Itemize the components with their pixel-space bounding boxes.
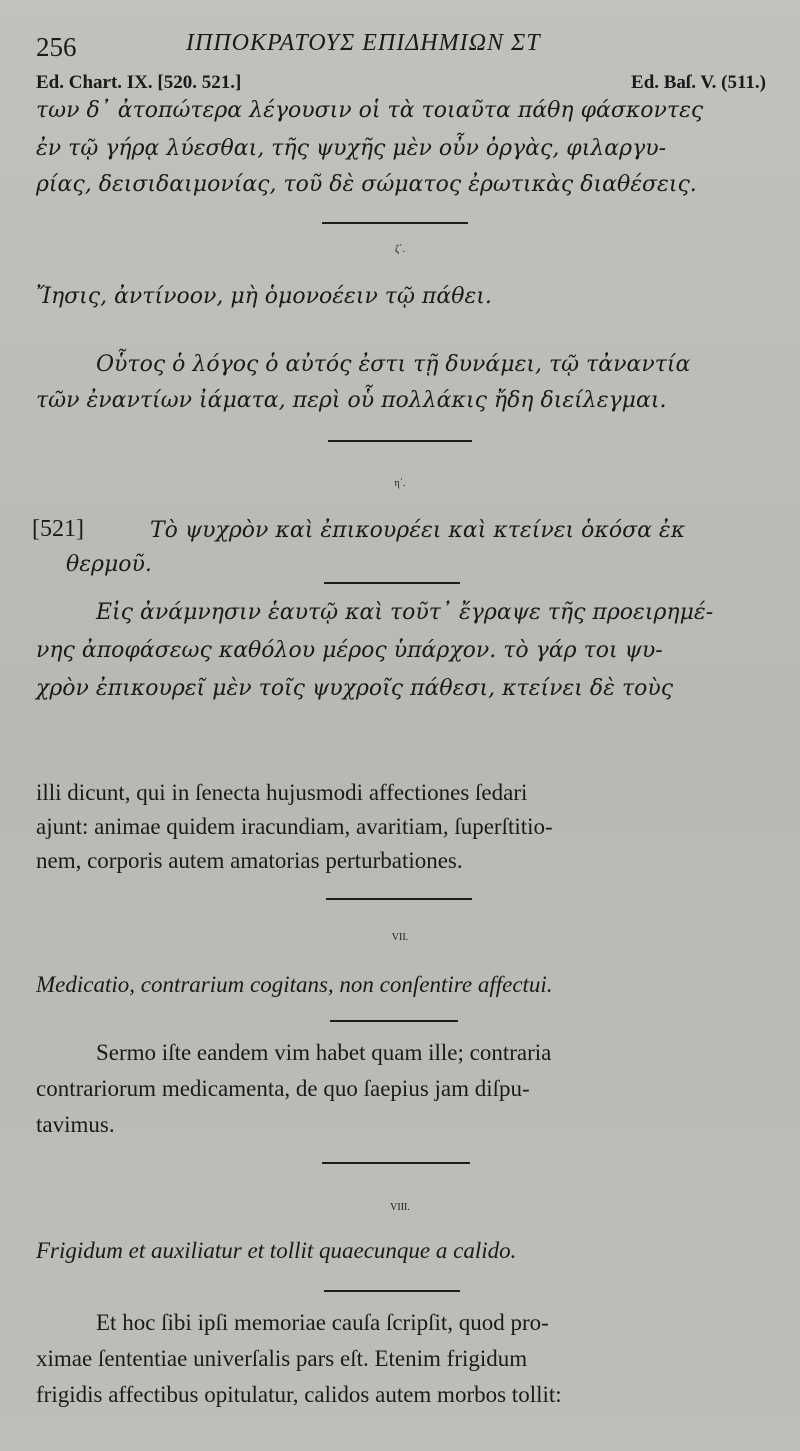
latin-intro-line: ajunt: animae quidem iracundiam, avaritiam, ſuperſtitio-: [36, 814, 553, 839]
greek-section-8-commentary: Εἰς ἀνάμνησιν ἑαυτῷ καὶ τοῦτ᾽ ἔγραψε τῆς προειρημέ-: [96, 600, 714, 625]
page-number: 256: [36, 32, 77, 62]
divider-rule: [326, 898, 472, 900]
divider-rule: [324, 1290, 460, 1292]
greek-section-8-commentary: νης ἀποφάσεως καθόλου μέρος ὑπάρχον. τὸ γάρ τοι ψυ-: [36, 638, 663, 663]
greek-section-8-aphorism: Τὸ ψυχρὸν καὶ ἐπικουρέει καὶ κτείνει ὁκόσα ἐκ: [150, 518, 686, 543]
edition-left: Ed. Chart. IX. [520. 521.]: [36, 72, 242, 93]
latin-section-7-commentary: tavimus.: [36, 1112, 115, 1137]
latin-section-8-commentary: Et hoc ſibi ipſi memoriae cauſa ſcripſit, quod pro-: [96, 1310, 549, 1335]
divider-rule: [324, 582, 460, 584]
divider-rule: [330, 1020, 458, 1022]
latin-section-8-commentary: ximae ſententiae univerſalis pars eſt. Etenim frigidum: [36, 1346, 528, 1371]
greek-section-7-numeral: ζ΄.: [395, 244, 405, 255]
greek-intro-line: των δ᾽ ἀτοπώτερα λέγουσιν οἱ τὰ τοιαῦτα πάθη φάσκοντες: [36, 98, 704, 123]
latin-section-7-commentary: contrariorum medicamenta, de quo ſaepius jam diſpu-: [36, 1076, 530, 1101]
latin-section-8-numeral: VIII.: [390, 1202, 410, 1213]
latin-section-8-aphorism: Frigidum et auxiliatur et tollit quaecunque a calido.: [36, 1238, 517, 1263]
greek-intro-line: ἐν τῷ γήρᾳ λύεσθαι, τῆς ψυχῆς μὲν οὖν ὀργὰς, φιλαργυ-: [36, 136, 667, 161]
greek-section-7-commentary: τῶν ἐναντίων ἰάματα, περὶ οὗ πολλάκις ἤδη διείλεγμαι.: [36, 388, 667, 413]
divider-rule: [328, 440, 472, 442]
greek-section-8-numeral: η΄.: [394, 478, 406, 489]
divider-rule: [322, 1162, 470, 1164]
greek-section-8-aphorism: θερμοῦ.: [66, 552, 152, 577]
latin-intro-line: nem, corporis autem amatorias perturbationes.: [36, 848, 463, 873]
latin-section-7-numeral: VII.: [391, 932, 409, 943]
divider-rule: [322, 222, 468, 224]
running-title: ΙΠΠΟΚΡΑΤΟΥΣ ΕΠΙΔΗΜΙΩΝ ΣΤ: [186, 30, 541, 56]
edition-right: Ed. Baſ. V. (511.): [631, 72, 766, 93]
latin-section-8-commentary: frigidis affectibus opitulatur, calidos autem morbos tollit:: [36, 1382, 562, 1407]
latin-section-7-aphorism: Medicatio, contrarium cogitans, non conſentire affectui.: [36, 972, 553, 997]
greek-section-7-commentary: Οὗτος ὁ λόγος ὁ αὐτός ἐστι τῇ δυνάμει, τῷ τἀναντία: [96, 352, 691, 377]
greek-section-8-commentary: χρὸν ἐπικουρεῖ μὲν τοῖς ψυχροῖς πάθεσι, κτείνει δὲ τοὺς: [36, 676, 674, 701]
latin-section-7-commentary: Sermo iſte eandem vim habet quam ille; contraria: [96, 1040, 552, 1065]
greek-page-marker: [521]: [32, 516, 84, 542]
latin-intro-line: illi dicunt, qui in ſenecta hujusmodi affectiones ſedari: [36, 780, 528, 805]
greek-section-7-aphorism: Ἴησις, ἀντίνοον, μὴ ὁμονοέειν τῷ πάθει.: [36, 284, 492, 309]
greek-intro-line: ρίας, δεισιδαιμονίας, τοῦ δὲ σώματος ἐρωτικὰς διαθέσεις.: [36, 172, 697, 197]
